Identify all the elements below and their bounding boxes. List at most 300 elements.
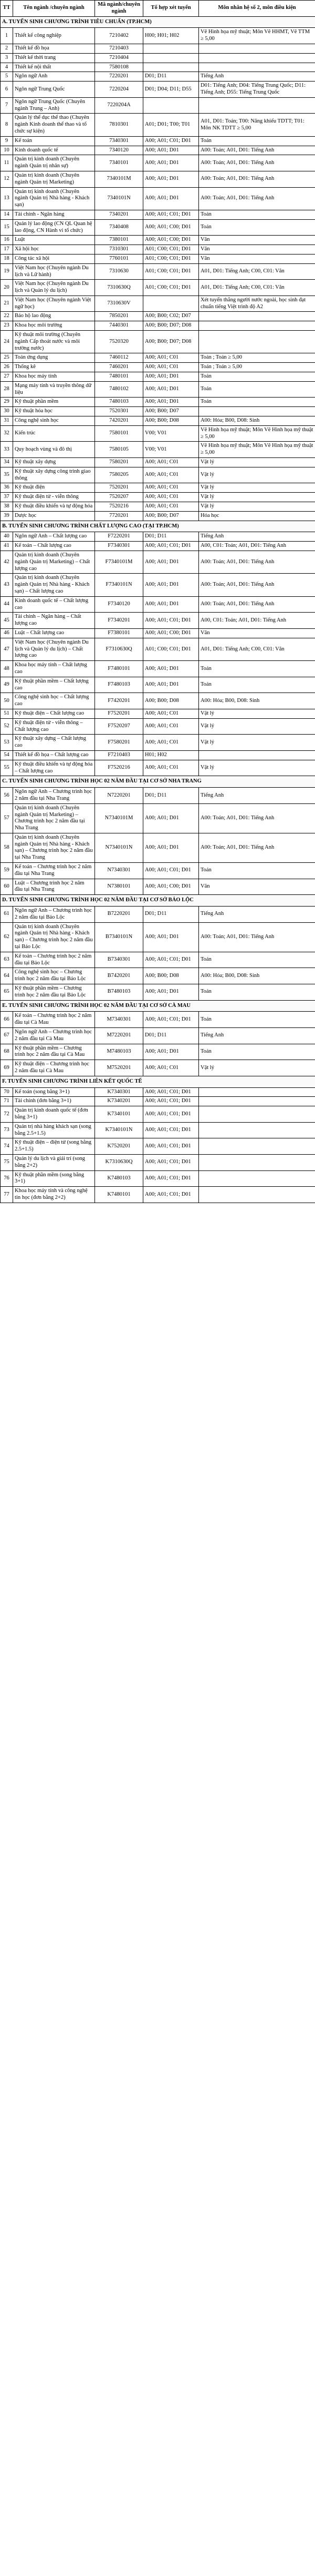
cell-tt: 30 bbox=[1, 407, 13, 416]
table-row bbox=[1, 532, 315, 542]
cell-name: Dược học bbox=[13, 511, 95, 521]
cell-name: Kỹ thuật điều khiển và tự động hóa bbox=[13, 502, 95, 512]
cell-name: Quản lý thể dục thể thao (Chuyên ngành Kinh doanh thể thao và tổ chức sự kiện) bbox=[13, 114, 95, 136]
cell-combo: A00; A01; C01; D01 bbox=[143, 1187, 199, 1203]
cell-subject: A00: Toán; A01, D01: Tiếng Anh bbox=[199, 146, 315, 155]
cell-code: M7520201 bbox=[95, 1060, 143, 1076]
cell-tt: 72 bbox=[1, 1106, 13, 1123]
cell-code: B7340301 bbox=[95, 952, 143, 968]
table-row bbox=[1, 1028, 315, 1044]
table-row bbox=[1, 467, 315, 483]
cell-tt: 36 bbox=[1, 483, 13, 493]
cell-name: Kế toán – Chương trình học 2 năm đầu tại Nha Trang bbox=[13, 863, 95, 879]
cell-name: Ngôn ngữ Anh – Chất lượng cao bbox=[13, 532, 95, 542]
section-header bbox=[1, 776, 315, 788]
cell-name: Kế toán – Chương trình học 2 năm đầu tại Bảo Lộc bbox=[13, 952, 95, 968]
cell-name: Ngôn ngữ Anh – Chương trình học 2 năm đầu tại Cà Mau bbox=[13, 1028, 95, 1044]
cell-combo: D01; D11 bbox=[143, 907, 199, 923]
cell-code: F7340101N bbox=[95, 574, 143, 596]
cell-name: Khoa học máy tính – Chất lượng cao bbox=[13, 661, 95, 677]
cell-tt: 40 bbox=[1, 532, 13, 542]
cell-tt: 24 bbox=[1, 331, 13, 353]
cell-tt: 75 bbox=[1, 1154, 13, 1170]
cell-tt: 16 bbox=[1, 236, 13, 245]
cell-subject bbox=[199, 331, 315, 353]
admissions-table bbox=[0, 0, 315, 1203]
cell-combo: A00; B00; C02; D07 bbox=[143, 312, 199, 321]
cell-subject bbox=[199, 750, 315, 760]
cell-tt: 29 bbox=[1, 398, 13, 407]
cell-code: F7520201 bbox=[95, 709, 143, 718]
table-row bbox=[1, 760, 315, 776]
cell-code: F7520216 bbox=[95, 760, 143, 776]
cell-code: 7480103 bbox=[95, 398, 143, 407]
table-row bbox=[1, 416, 315, 426]
cell-tt: 35 bbox=[1, 467, 13, 483]
cell-tt: 74 bbox=[1, 1138, 13, 1155]
cell-combo: A00; A01; C01 bbox=[143, 483, 199, 493]
cell-tt: 50 bbox=[1, 693, 13, 709]
cell-combo bbox=[143, 97, 199, 114]
cell-code: K7310630Q bbox=[95, 1154, 143, 1170]
cell-subject: Vật lý bbox=[199, 493, 315, 502]
cell-subject: A01, D01: Tiếng Anh; C00, C01: Văn bbox=[199, 263, 315, 280]
cell-tt: 6 bbox=[1, 82, 13, 98]
cell-subject: Toán ; Toán ≥ 5,00 bbox=[199, 353, 315, 363]
cell-tt: 49 bbox=[1, 677, 13, 693]
cell-name: Tài chính (đơn bằng 3+1) bbox=[13, 1097, 95, 1106]
cell-name: Quy hoạch vùng và đô thị bbox=[13, 442, 95, 458]
table-row bbox=[1, 236, 315, 245]
cell-code: 7220204 bbox=[95, 82, 143, 98]
cell-subject: Toán bbox=[199, 1012, 315, 1028]
cell-code: 7380101 bbox=[95, 236, 143, 245]
cell-tt: 43 bbox=[1, 574, 13, 596]
table-row bbox=[1, 1122, 315, 1138]
cell-code: 7720201 bbox=[95, 511, 143, 521]
cell-subject: A00: Toán; A01, D01: Tiếng Anh bbox=[199, 574, 315, 596]
table-row bbox=[1, 321, 315, 331]
cell-subject: Vật lý bbox=[199, 1060, 315, 1076]
cell-combo: A00; A01; C01 bbox=[143, 735, 199, 751]
cell-combo: A00; A01; C01; D01 bbox=[143, 1138, 199, 1155]
cell-combo: A00; A01; D01 bbox=[143, 803, 199, 833]
cell-code: 7210404 bbox=[95, 53, 143, 63]
cell-code: 7760101 bbox=[95, 254, 143, 263]
cell-combo: A00; B00; D07 bbox=[143, 511, 199, 521]
table-row bbox=[1, 146, 315, 155]
cell-subject bbox=[199, 1087, 315, 1097]
cell-tt: 60 bbox=[1, 879, 13, 895]
cell-tt: 26 bbox=[1, 363, 13, 372]
table-row bbox=[1, 82, 315, 98]
header-code: Mã ngành/chuyên ngành bbox=[95, 1, 143, 17]
table-row bbox=[1, 952, 315, 968]
cell-code: N7340301 bbox=[95, 863, 143, 879]
cell-code: N7340101N bbox=[95, 833, 143, 862]
cell-combo: A00; A01; C01; D01 bbox=[143, 1122, 199, 1138]
cell-code: 7460112 bbox=[95, 353, 143, 363]
cell-name: Mạng máy tính và truyền thông dữ liệu bbox=[13, 381, 95, 398]
cell-code: 7460201 bbox=[95, 363, 143, 372]
table-row bbox=[1, 155, 315, 171]
table-row bbox=[1, 372, 315, 382]
cell-subject: Toán bbox=[199, 863, 315, 879]
cell-code: 7220204A bbox=[95, 97, 143, 114]
table-row bbox=[1, 425, 315, 442]
cell-combo: A00; A01; C01; D01 bbox=[143, 136, 199, 146]
table-row bbox=[1, 1170, 315, 1187]
cell-combo: A00; A01; C01; D01 bbox=[143, 863, 199, 879]
table-row bbox=[1, 1187, 315, 1203]
cell-tt: 41 bbox=[1, 542, 13, 551]
header-tt: TT bbox=[1, 1, 13, 17]
cell-combo bbox=[143, 44, 199, 53]
cell-name: Kỹ thuật phần mềm – Chất lượng cao bbox=[13, 677, 95, 693]
cell-name: Kỹ thuật điện – Chương trình học 2 năm đầu tại Cà Mau bbox=[13, 1060, 95, 1076]
cell-name: Kinh doanh quốc tế bbox=[13, 146, 95, 155]
cell-name: Quản trị kinh doanh quốc tế (đơn bằng 3+1) bbox=[13, 1106, 95, 1123]
cell-name: Kỹ thuật môi trường (Chuyên ngành Cấp thoát nước và môi trường nước) bbox=[13, 331, 95, 353]
table-row bbox=[1, 280, 315, 296]
cell-subject: Tiếng Anh bbox=[199, 532, 315, 542]
table-row bbox=[1, 718, 315, 735]
table-row bbox=[1, 114, 315, 136]
cell-tt: 10 bbox=[1, 146, 13, 155]
cell-code: M7340301 bbox=[95, 1012, 143, 1028]
cell-code: 7340101 bbox=[95, 155, 143, 171]
cell-code: 7340408 bbox=[95, 219, 143, 236]
cell-tt: 18 bbox=[1, 254, 13, 263]
cell-tt: 22 bbox=[1, 312, 13, 321]
header-name: Tên ngành /chuyên ngành bbox=[13, 1, 95, 17]
header-combo: Tổ hợp xét tuyển bbox=[143, 1, 199, 17]
cell-subject: Toán bbox=[199, 136, 315, 146]
cell-code: B7480103 bbox=[95, 984, 143, 1001]
cell-tt: 31 bbox=[1, 416, 13, 426]
table-row bbox=[1, 136, 315, 146]
cell-subject bbox=[199, 1154, 315, 1170]
cell-tt: 45 bbox=[1, 613, 13, 629]
cell-combo: A00; A01; C01; D01 bbox=[143, 952, 199, 968]
section-title: E. TUYỂN SINH CHƯƠNG TRÌNH HỌC 02 NĂM ĐẦU TẠI CƠ SỞ CÀ MAU bbox=[1, 1000, 315, 1012]
section-title: B. TUYỂN SINH CHƯƠNG TRÌNH CHẤT LƯỢNG CAO (TẠI TP.HCM) bbox=[1, 521, 315, 532]
cell-code: F7580201 bbox=[95, 735, 143, 751]
cell-name: Khoa học môi trường bbox=[13, 321, 95, 331]
cell-combo: A00; A01; C01; D01 bbox=[143, 1170, 199, 1187]
cell-code: 7520207 bbox=[95, 493, 143, 502]
cell-tt: 57 bbox=[1, 803, 13, 833]
cell-code: 7520201 bbox=[95, 483, 143, 493]
cell-name: Luật – Chương trình học 2 năm đầu tại Nha Trang bbox=[13, 879, 95, 895]
cell-name: Việt Nam học (Chuyên ngành Du lịch và Quản lý du lịch) bbox=[13, 280, 95, 296]
cell-name: Luật – Chất lượng cao bbox=[13, 628, 95, 638]
cell-name: Quản trị kinh doanh (Chuyên ngành Quản trị nhân sự) bbox=[13, 155, 95, 171]
cell-name: Kỹ thuật xây dựng công trình giao thông bbox=[13, 467, 95, 483]
table-row bbox=[1, 171, 315, 187]
table-row bbox=[1, 638, 315, 660]
cell-combo: A00; A01; C01 bbox=[143, 458, 199, 467]
cell-tt: 9 bbox=[1, 136, 13, 146]
cell-name: Quản lý lao động (CN QL Quan hệ lao động, CN Hành vi tổ chức) bbox=[13, 219, 95, 236]
cell-tt: 12 bbox=[1, 171, 13, 187]
cell-name: Khoa học máy tính và công nghệ tin học (đơn bằng 2+2) bbox=[13, 1187, 95, 1203]
cell-tt: 56 bbox=[1, 788, 13, 804]
cell-code: 7220201 bbox=[95, 72, 143, 82]
cell-name: Thiết kế công nghiệp bbox=[13, 28, 95, 44]
cell-combo: D01; D11 bbox=[143, 532, 199, 542]
table-row bbox=[1, 879, 315, 895]
table-row bbox=[1, 97, 315, 114]
cell-combo: A01; C00; C01; D01 bbox=[143, 638, 199, 660]
cell-name: Kỹ thuật hóa học bbox=[13, 407, 95, 416]
cell-tt: 28 bbox=[1, 381, 13, 398]
table-row bbox=[1, 210, 315, 219]
cell-name: Thiết kế nội thất bbox=[13, 63, 95, 72]
table-row bbox=[1, 968, 315, 984]
cell-tt: 73 bbox=[1, 1122, 13, 1138]
table-row bbox=[1, 44, 315, 53]
table-row bbox=[1, 750, 315, 760]
cell-code: K7340101 bbox=[95, 1106, 143, 1123]
cell-tt: 1 bbox=[1, 28, 13, 44]
cell-name: Quản trị kinh doanh (Chuyên ngành Quản trị Nhà hàng - Khách sạn) – Chương trình học 2 năm đầu tại Bảo Lộc bbox=[13, 922, 95, 952]
cell-name: Quản trị kinh doanh (Chuyên ngành Quản trị Nhà hàng - Khách sạn) – Chương trình học 2 năm đầu tại Nha Trang bbox=[13, 833, 95, 862]
cell-name: Công nghệ sinh học bbox=[13, 416, 95, 426]
cell-combo: A00; A01; C01 bbox=[143, 493, 199, 502]
table-row bbox=[1, 1138, 315, 1155]
cell-code: K7520201 bbox=[95, 1138, 143, 1155]
header-row bbox=[1, 1, 315, 17]
cell-name: Quản trị kinh doanh (Chuyên ngành Quản trị Marketing) bbox=[13, 171, 95, 187]
table-row bbox=[1, 1097, 315, 1106]
cell-name: Công nghệ sinh học – Chất lượng cao bbox=[13, 693, 95, 709]
cell-subject: Toán bbox=[199, 372, 315, 382]
cell-tt: 17 bbox=[1, 245, 13, 254]
table-row bbox=[1, 53, 315, 63]
table-row bbox=[1, 245, 315, 254]
cell-combo: A00; A01; D01 bbox=[143, 984, 199, 1001]
cell-name: Ngôn ngữ Trung Quốc (Chuyên ngành Trung – Anh) bbox=[13, 97, 95, 114]
cell-code: F7480101 bbox=[95, 661, 143, 677]
cell-tt: 37 bbox=[1, 493, 13, 502]
cell-combo: A00; A01; C01 bbox=[143, 363, 199, 372]
cell-name: Quản trị nhà hàng khách sạn (song bằng 2.5+1.5) bbox=[13, 1122, 95, 1138]
cell-code: F7380101 bbox=[95, 628, 143, 638]
cell-subject: Tiếng Anh bbox=[199, 72, 315, 82]
cell-subject: Vật lý bbox=[199, 718, 315, 735]
cell-tt: 69 bbox=[1, 1060, 13, 1076]
cell-combo: A00; A01; C01 bbox=[143, 353, 199, 363]
cell-tt: 48 bbox=[1, 661, 13, 677]
cell-code: 7520320 bbox=[95, 331, 143, 353]
cell-code: B7420201 bbox=[95, 968, 143, 984]
cell-subject bbox=[199, 1138, 315, 1155]
table-row bbox=[1, 907, 315, 923]
table-row bbox=[1, 628, 315, 638]
section-title: F. TUYỂN SINH CHƯƠNG TRÌNH LIÊN KẾT QUỐC TẾ bbox=[1, 1076, 315, 1087]
table-row bbox=[1, 677, 315, 693]
table-row bbox=[1, 296, 315, 312]
cell-subject: A00: Hóa; B00, D08: Sinh bbox=[199, 416, 315, 426]
cell-combo: A00; B00; D08 bbox=[143, 968, 199, 984]
cell-combo: H00; H01; H02 bbox=[143, 28, 199, 44]
cell-name: Công tác xã hội bbox=[13, 254, 95, 263]
cell-tt: 42 bbox=[1, 551, 13, 574]
table-row bbox=[1, 1044, 315, 1060]
cell-tt: 39 bbox=[1, 511, 13, 521]
cell-name: Kỹ thuật phần mềm – Chương trình học 2 năm đầu tại Cà Mau bbox=[13, 1044, 95, 1060]
table-row bbox=[1, 398, 315, 407]
cell-code: 7210402 bbox=[95, 28, 143, 44]
cell-subject: Toán bbox=[199, 984, 315, 1001]
cell-subject: A00: Toán; A01, D01: Tiếng Anh bbox=[199, 187, 315, 210]
cell-name: Kỹ thuật xây dựng bbox=[13, 458, 95, 467]
cell-combo: A01; C00; C01; D01 bbox=[143, 280, 199, 296]
cell-code: B7340101N bbox=[95, 922, 143, 952]
cell-combo: A00; A01; C01 bbox=[143, 502, 199, 512]
cell-name: Ngôn ngữ Anh – Chương trình học 2 năm đầu tại Bảo Lộc bbox=[13, 907, 95, 923]
section-header bbox=[1, 1000, 315, 1012]
cell-code: N7220201 bbox=[95, 788, 143, 804]
table-row bbox=[1, 803, 315, 833]
cell-combo: H01; H02 bbox=[143, 750, 199, 760]
cell-code: 7210403 bbox=[95, 44, 143, 53]
cell-code: 7520301 bbox=[95, 407, 143, 416]
cell-combo: A00; A01; C01; D01 bbox=[143, 1106, 199, 1123]
cell-subject: A00: Hóa; B00, D08: Sinh bbox=[199, 693, 315, 709]
cell-subject bbox=[199, 1106, 315, 1123]
cell-subject: A01, D01: Toán; T00: Năng khiếu TDTT; T01: Môn NK TDTT ≥ 5,00 bbox=[199, 114, 315, 136]
cell-code: 7310630V bbox=[95, 296, 143, 312]
cell-name: Ngôn ngữ Anh – Chương trình học 2 năm đầu tại Nha Trang bbox=[13, 788, 95, 804]
cell-code: 7580105 bbox=[95, 442, 143, 458]
cell-code: K7340301 bbox=[95, 1087, 143, 1097]
cell-subject: D01: Tiếng Anh; D04: Tiếng Trung Quốc; D11: Tiếng Anh; D55: Tiếng Trung Quốc bbox=[199, 82, 315, 98]
cell-code: F7210403 bbox=[95, 750, 143, 760]
cell-combo: A00; A01; C01 bbox=[143, 1060, 199, 1076]
cell-subject bbox=[199, 312, 315, 321]
cell-code: F7520207 bbox=[95, 718, 143, 735]
cell-subject: A00, C01: Toán; A01, D01: Tiếng Anh bbox=[199, 613, 315, 629]
cell-subject: Vật lý bbox=[199, 709, 315, 718]
cell-combo: A00; A01; C01 bbox=[143, 718, 199, 735]
cell-subject: A00: Toán; A01, D01: Tiếng Anh bbox=[199, 155, 315, 171]
cell-tt: 70 bbox=[1, 1087, 13, 1097]
cell-combo: A00; A01; C01; D01 bbox=[143, 1097, 199, 1106]
cell-combo: A00; A01; C01 bbox=[143, 709, 199, 718]
cell-tt: 5 bbox=[1, 72, 13, 82]
cell-name: Kỹ thuật xây dựng – Chất lượng cao bbox=[13, 735, 95, 751]
cell-combo: A00; A01; D01 bbox=[143, 171, 199, 187]
cell-name: Quản trị kinh doanh (Chuyên ngành Quản trị Marketing) – Chương trình học 2 năm đầu tại Nha Trang bbox=[13, 803, 95, 833]
cell-tt: 46 bbox=[1, 628, 13, 638]
cell-code: 7340301 bbox=[95, 136, 143, 146]
cell-subject: Vật lý bbox=[199, 735, 315, 751]
cell-name: Thống kê bbox=[13, 363, 95, 372]
cell-subject: Hóa học bbox=[199, 511, 315, 521]
cell-combo: A00; A01; D01 bbox=[143, 372, 199, 382]
table-row bbox=[1, 542, 315, 551]
cell-name: Toán ứng dụng bbox=[13, 353, 95, 363]
cell-tt: 38 bbox=[1, 502, 13, 512]
table-row bbox=[1, 613, 315, 629]
table-row bbox=[1, 263, 315, 280]
cell-subject: Vẽ Hình họa mỹ thuật; Môn Vẽ Hình họa mỹ thuật ≥ 5,00 bbox=[199, 442, 315, 458]
cell-code: 7340201 bbox=[95, 210, 143, 219]
cell-combo bbox=[143, 53, 199, 63]
cell-tt: 20 bbox=[1, 280, 13, 296]
cell-subject: Toán bbox=[199, 398, 315, 407]
cell-subject bbox=[199, 1122, 315, 1138]
cell-combo: A00; A01; C00; D01 bbox=[143, 628, 199, 638]
cell-tt: 62 bbox=[1, 922, 13, 952]
cell-tt: 19 bbox=[1, 263, 13, 280]
cell-code: 7810301 bbox=[95, 114, 143, 136]
cell-subject bbox=[199, 321, 315, 331]
cell-name: Kỹ thuật phần mềm bbox=[13, 398, 95, 407]
cell-subject: Toán bbox=[199, 677, 315, 693]
table-row bbox=[1, 363, 315, 372]
cell-tt: 25 bbox=[1, 353, 13, 363]
cell-combo: A00; A01; D01 bbox=[143, 596, 199, 613]
cell-subject: A00: Toán; A01, D01: Tiếng Anh bbox=[199, 803, 315, 833]
cell-subject: A00: Toán; A01, D01: Tiếng Anh bbox=[199, 596, 315, 613]
cell-tt: 3 bbox=[1, 53, 13, 63]
cell-combo: A00; A01; C01; D01 bbox=[143, 613, 199, 629]
table-row bbox=[1, 574, 315, 596]
cell-combo: V00; V01 bbox=[143, 425, 199, 442]
section-title: D. TUYỂN SINH CHƯƠNG TRÌNH HỌC 02 NĂM ĐẦU TẠI CƠ SỞ BẢO LỘC bbox=[1, 895, 315, 907]
cell-subject: Vật lý bbox=[199, 760, 315, 776]
cell-name: Kỹ thuật điện – Chất lượng cao bbox=[13, 709, 95, 718]
cell-subject: Văn bbox=[199, 245, 315, 254]
cell-tt: 55 bbox=[1, 760, 13, 776]
cell-subject bbox=[199, 1187, 315, 1203]
cell-code: B7220201 bbox=[95, 907, 143, 923]
table-row bbox=[1, 735, 315, 751]
cell-combo: A00; A01; D01 bbox=[143, 922, 199, 952]
cell-name: Quản lý du lịch và giải trí (song bằng 2+2) bbox=[13, 1154, 95, 1170]
cell-code: F7340120 bbox=[95, 596, 143, 613]
cell-code: 7440301 bbox=[95, 321, 143, 331]
cell-code: F7340301 bbox=[95, 542, 143, 551]
cell-combo: A00; A01; D01 bbox=[143, 146, 199, 155]
cell-name: Kỹ thuật điều khiển và tự động hóa – Chất lượng cao bbox=[13, 760, 95, 776]
cell-combo: A00; B00; D07; D08 bbox=[143, 331, 199, 353]
cell-code: M7480103 bbox=[95, 1044, 143, 1060]
cell-name: Ngôn ngữ Anh bbox=[13, 72, 95, 82]
cell-name: Kỹ thuật phần mềm (song bằng 3+1) bbox=[13, 1170, 95, 1187]
cell-name: Kỹ thuật điện – điện tử (song bằng 2.5+1.5) bbox=[13, 1138, 95, 1155]
cell-tt: 54 bbox=[1, 750, 13, 760]
cell-combo: A00; A01; C01; D01 bbox=[143, 210, 199, 219]
cell-subject: Văn bbox=[199, 879, 315, 895]
table-row bbox=[1, 922, 315, 952]
cell-tt: 76 bbox=[1, 1170, 13, 1187]
cell-subject: Vật lý bbox=[199, 467, 315, 483]
cell-combo: A00; A01; D01 bbox=[143, 398, 199, 407]
cell-name: Kiến trúc bbox=[13, 425, 95, 442]
cell-combo: A00; A01; C00; D01 bbox=[143, 879, 199, 895]
cell-subject: Vật lý bbox=[199, 502, 315, 512]
cell-code: 7580101 bbox=[95, 425, 143, 442]
cell-subject: Vẽ Hình họa mỹ thuật; Môn Vẽ HHMT, Vẽ TTM ≥ 5,00 bbox=[199, 28, 315, 44]
cell-tt: 64 bbox=[1, 968, 13, 984]
cell-subject bbox=[199, 97, 315, 114]
cell-tt: 33 bbox=[1, 442, 13, 458]
cell-subject: Vật lý bbox=[199, 458, 315, 467]
